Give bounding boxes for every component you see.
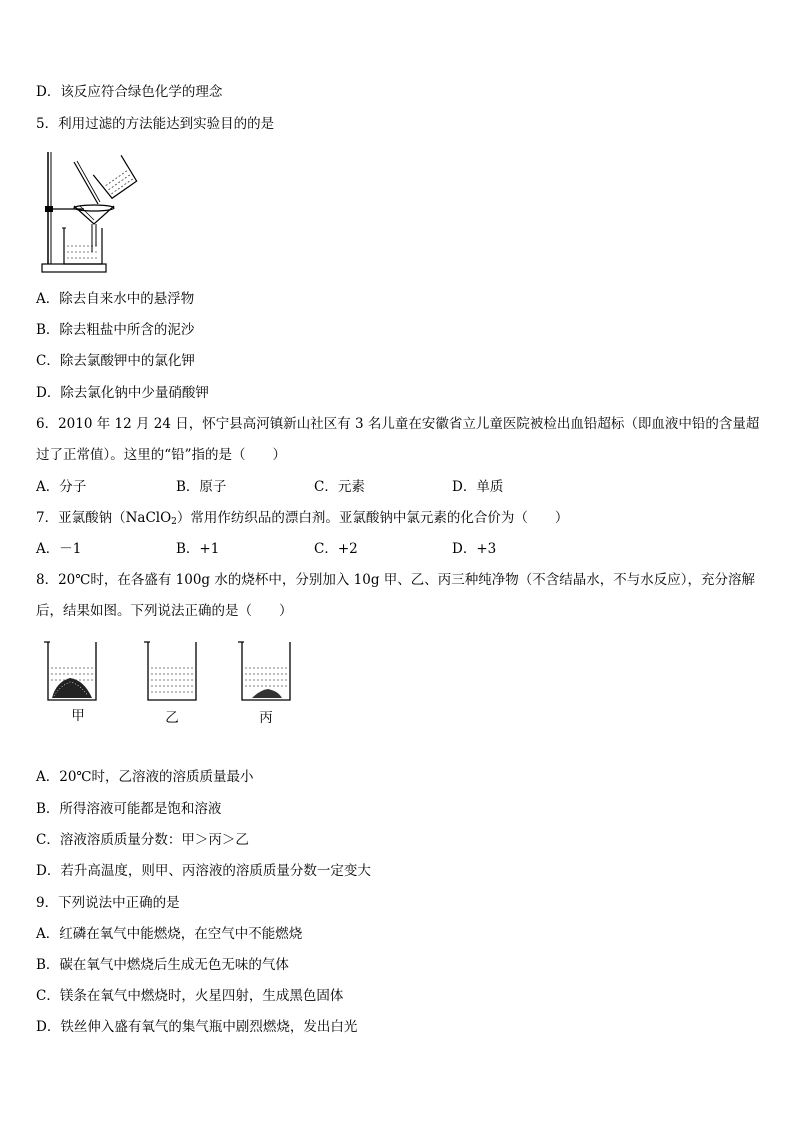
beaker-bing bbox=[238, 642, 290, 700]
beaker-jia bbox=[44, 642, 96, 700]
q7-options bbox=[36, 539, 596, 559]
q5-option-a: A．除去自来水中的悬浮物 bbox=[36, 291, 195, 307]
q8-option-b: B．所得溶液可能都是饱和溶液 bbox=[36, 801, 222, 817]
q9-stem: 9．下列说法中正确的是 bbox=[36, 895, 180, 911]
q6-option-a: A．分子 bbox=[36, 479, 87, 495]
q7-option-b: B．+1 bbox=[176, 541, 220, 557]
q8-stem-line1: 8．20℃时，在各盛有 100g 水的烧杯中，分别加入 10g 甲、乙、丙三种纯净物（不含结晶水，不与水反应），充分溶解 bbox=[36, 572, 756, 588]
q9-option-a: A．红磷在氧气中能燃烧，在空气中不能燃烧 bbox=[36, 926, 303, 942]
q6-stem-line1: 6．2010 年 12 月 24 日，怀宁县高河镇新山社区有 3 名儿童在安徽省立儿童医院被检出血铅超标（即血液中铅的含量超 bbox=[36, 416, 760, 432]
q9-option-b: B．碳在氧气中燃烧后生成无色无味的气体 bbox=[36, 957, 289, 973]
q7-stem-post: ）常用作纺织品的漂白剂。亚氯酸钠中氯元素的化合价为（ ） bbox=[176, 510, 569, 526]
filtration-apparatus-figure bbox=[38, 148, 138, 278]
three-beakers-figure bbox=[40, 636, 310, 706]
q5-stem: 5．利用过滤的方法能达到实验目的的是 bbox=[36, 116, 275, 132]
q5-option-d: D．除去氯化钠中少量硝酸钾 bbox=[36, 385, 209, 401]
q7-option-d: D．+3 bbox=[452, 541, 497, 557]
q8-stem-line2: 后，结果如图。下列说法正确的是（ ） bbox=[36, 603, 293, 619]
q8-option-a: A．20℃时，乙溶液的溶质质量最小 bbox=[36, 769, 254, 785]
q4-option-d: D．该反应符合绿色化学的理念 bbox=[36, 84, 223, 100]
q6-option-b: B．原子 bbox=[176, 479, 227, 495]
q9-option-d: D．铁丝伸入盛有氧气的集气瓶中剧烈燃烧，发出白光 bbox=[36, 1019, 358, 1035]
q6-stem-line2: 过了正常值）。这里的“铅”指的是（ ） bbox=[36, 447, 287, 463]
beaker-label-bing: 丙 bbox=[259, 710, 273, 726]
q7-stem-pre: 7．亚氯酸钠（NaClO bbox=[36, 510, 172, 526]
q9-option-c: C．镁条在氧气中燃烧时，火星四射，生成黑色固体 bbox=[36, 988, 344, 1004]
q7-option-a: A．－1 bbox=[36, 541, 82, 557]
q6-option-c: C．元素 bbox=[314, 479, 365, 495]
q8-option-c: C．溶液溶质质量分数：甲＞丙＞乙 bbox=[36, 832, 249, 848]
beaker-yi bbox=[144, 642, 196, 700]
q7-option-c: C．+2 bbox=[314, 541, 358, 557]
q6-options bbox=[36, 477, 596, 497]
q6-option-d: D．单质 bbox=[452, 479, 504, 495]
beaker-label-jia: 甲 bbox=[71, 708, 85, 724]
beaker-label-yi: 乙 bbox=[165, 710, 179, 726]
q8-option-d: D．若升高温度，则甲、丙溶液的溶质质量分数一定变大 bbox=[36, 863, 371, 879]
q5-option-c: C．除去氯酸钾中的氯化钾 bbox=[36, 353, 195, 369]
q7-stem bbox=[36, 508, 568, 532]
q7-stem-sub: 2 bbox=[171, 517, 177, 527]
q5-option-b: B．除去粗盐中所含的泥沙 bbox=[36, 322, 195, 338]
